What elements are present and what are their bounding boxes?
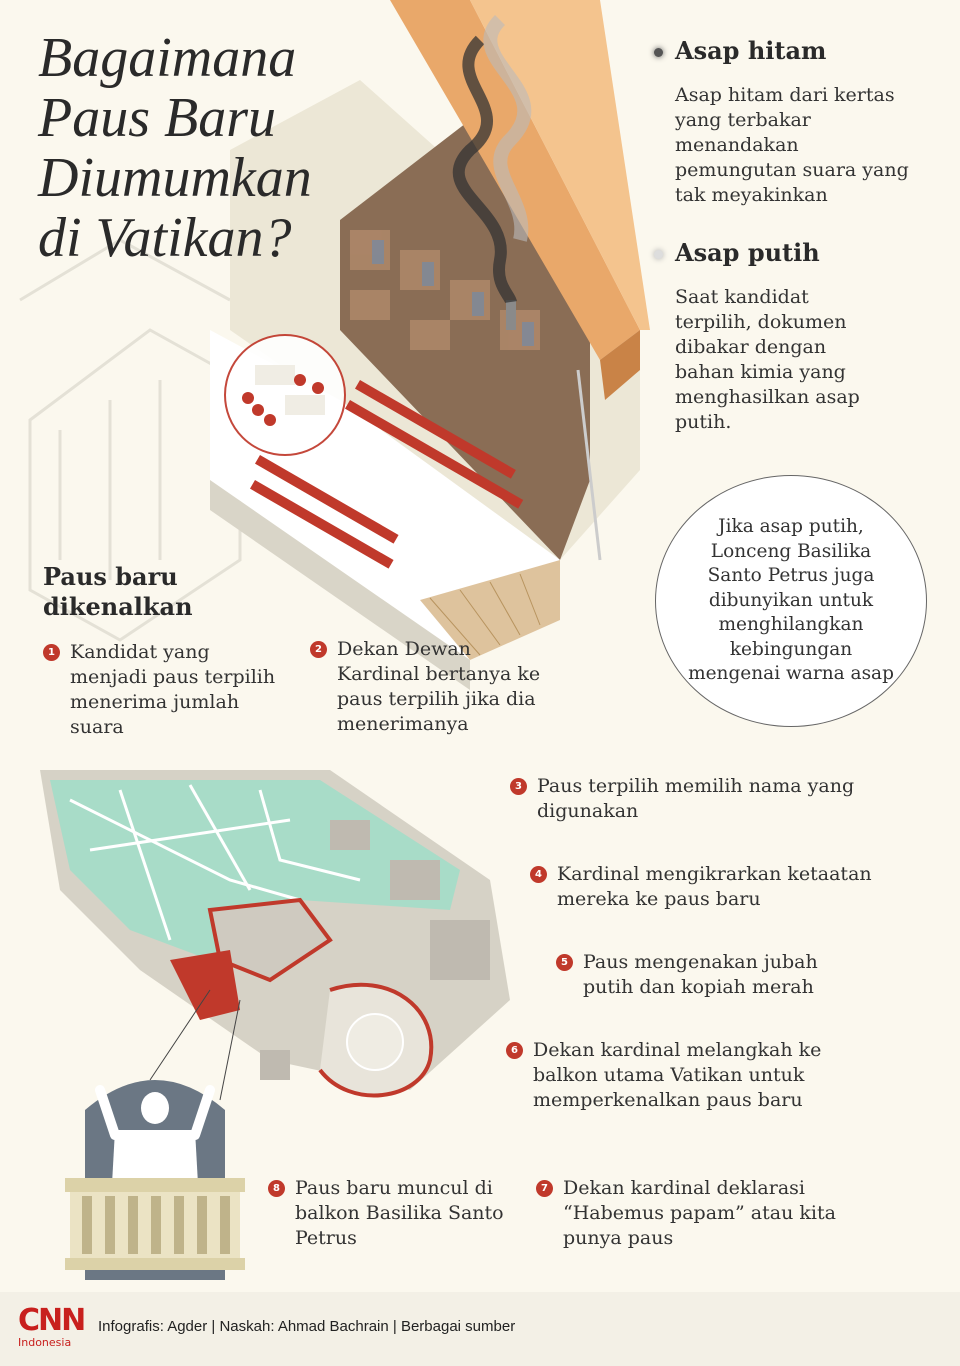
step-1	[43, 640, 293, 740]
step-text: Dekan kardinal deklarasi “Habemus papam” atau kita punya paus	[563, 1177, 836, 1249]
title-line: Paus Baru	[38, 87, 276, 149]
step-5	[556, 950, 916, 1000]
black-smoke-icon	[654, 48, 663, 57]
step-text: Dekan kardinal melangkah ke balkon utama Vatikan untuk memperkenalkan paus baru	[533, 1039, 822, 1111]
credit-text: Infografis: Agder | Naskah: Ahmad Bachrain | Berbagai sumber	[98, 1318, 516, 1335]
step-number-badge: 5	[556, 954, 573, 971]
title-line: di Vatikan?	[38, 207, 292, 269]
cnn-logo-subtext: Indonesia	[18, 1336, 72, 1349]
step-text: Kardinal mengikrarkan ketaatan mereka ke paus baru	[557, 863, 872, 910]
white-smoke-heading: Asap putih	[675, 238, 820, 267]
cnn-logo-text: CNN	[18, 1303, 85, 1338]
step-7	[536, 1176, 876, 1251]
step-number-badge: 8	[268, 1180, 285, 1197]
step-number-badge: 4	[530, 866, 547, 883]
step-text: Kandidat yang menjadi paus terpilih menerima jumlah suara	[70, 641, 276, 738]
step-text: Paus baru muncul di balkon Basilika Santo Petrus	[295, 1177, 504, 1249]
page-title	[38, 28, 378, 268]
step-number-badge: 3	[510, 778, 527, 795]
section-heading: Paus baru dikenalkan	[43, 562, 193, 621]
step-text: Paus mengenakan jubah putih dan kopiah merah	[583, 951, 818, 998]
bell-note-text: Jika asap putih, Lonceng Basilika Santo Petrus juga dibunyikan untuk menghilangkan kebingungan mengenai warna asap	[688, 516, 894, 685]
black-smoke-block	[654, 36, 934, 208]
white-smoke-icon	[654, 250, 663, 259]
black-smoke-heading: Asap hitam	[675, 36, 827, 65]
step-6	[506, 1038, 866, 1113]
step-number-badge: 7	[536, 1180, 553, 1197]
step-2	[310, 637, 570, 737]
cnn-indonesia-logo	[18, 1303, 85, 1349]
step-number-badge: 1	[43, 644, 60, 661]
step-3	[510, 774, 890, 824]
white-smoke-text: Saat kandidat terpilih, dokumen dibakar dengan bahan kimia yang menghasilkan asap putih.	[675, 286, 860, 433]
step-number-badge: 2	[310, 641, 327, 658]
title-line: Diumumkan	[38, 147, 312, 209]
pope-balcony-illustration	[60, 1050, 250, 1280]
white-smoke-block	[654, 238, 934, 435]
bell-note-circle	[655, 475, 927, 727]
step-text: Paus terpilih memilih nama yang digunakan	[537, 775, 855, 822]
black-smoke-text: Asap hitam dari kertas yang terbakar menandakan pemungutan suara yang tak meyakinkan	[675, 84, 909, 206]
step-4	[530, 862, 910, 912]
step-text: Dekan Dewan Kardinal bertanya ke paus terpilih jika dia menerimanya	[337, 638, 541, 735]
step-number-badge: 6	[506, 1042, 523, 1059]
title-line: Bagaimana	[38, 27, 297, 89]
step-8	[268, 1176, 508, 1251]
